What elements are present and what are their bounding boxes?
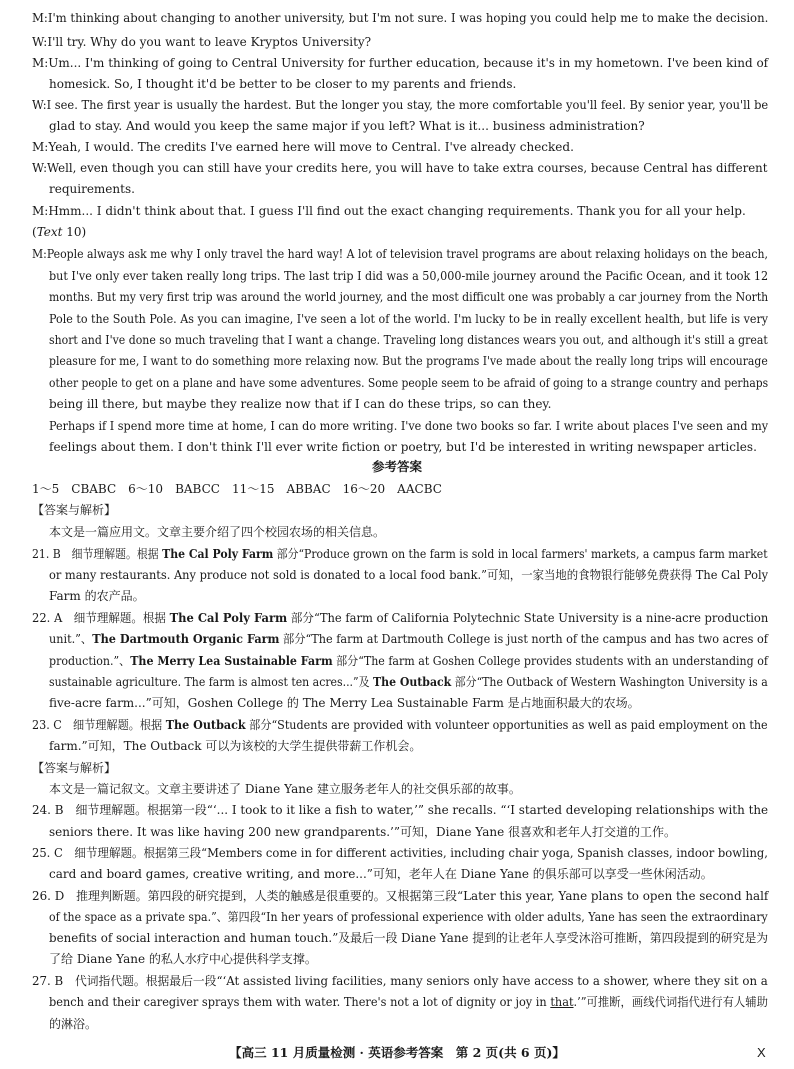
text-segment: 部分“The farm at Dartmouth College is just north of the campus and has two acres of — [279, 632, 768, 646]
text-line-43 — [49, 909, 768, 925]
text-line-27 — [49, 567, 768, 583]
text-line-13 — [49, 268, 768, 284]
text-line-26 — [32, 546, 768, 562]
text-line-39 — [49, 824, 676, 840]
text-segment: M:Yeah, I would. The credits I've earned here will move to Central. I've already checked. — [32, 140, 574, 154]
text-segment: The Dartmouth Organic Farm — [92, 632, 280, 646]
text-segment: 本文是一篇记叙文。文章主要讲述了 Diane Yane 建立服务老年人的社交俱乐部的故事。 — [49, 782, 521, 796]
text-segment: Perhaps if I spend more time at home, I can do more writing. I've done two books so far. I write about places I've seen and my — [49, 419, 769, 433]
text-segment: farm.”可知，The Outback 可以为该校的大学生提供带薪工作机会。 — [49, 739, 422, 753]
text-segment: 23. C 细节理解题。根据 — [32, 718, 166, 732]
text-segment: months. But my very first trip was around the world journey, and the most difficult one was probably a car journey from the North — [49, 290, 769, 304]
text-line-38 — [32, 802, 768, 818]
text-line-29 — [32, 610, 768, 626]
text-segment: 【答案与解析】 — [32, 761, 117, 775]
text-segment: 参考答案 — [371, 459, 422, 474]
text-segment: 27. B 代词指代题。根据最后一段“‘At assisted living facilities, many seniors only have access to a shower, where they sit on a — [32, 974, 768, 988]
text-segment: The Outback — [165, 718, 246, 732]
text-line-16 — [49, 332, 768, 348]
text-line-1 — [32, 10, 768, 26]
text-line-4 — [49, 76, 516, 92]
text-segment: 部分“The farm of California Polytechnic State University is a nine-acre production — [287, 611, 769, 625]
text-segment: W:Well, even though you can still have your credits here, you will have to take extra courses, because Central has different — [32, 161, 768, 175]
text-segment: M:I'm thinking about changing to another university, but I'm not sure. I was hoping you could help me to make the decision. — [32, 11, 769, 25]
text-segment: but I've only ever taken really long trips. The last trip I did was a 50,000-mile journey around the Pacific Ocean, and it took 12 — [49, 269, 769, 283]
text-line-48 — [49, 1016, 97, 1032]
text-segment: short and I've done so much traveling that I want a change. Traveling long distances wears you out, and although it's still a great — [49, 333, 768, 347]
text-segment: The Cal Poly Farm — [169, 611, 288, 625]
text-segment: W:I'll try. Why do you want to leave Kryptos University? — [32, 35, 372, 49]
text-segment: 25. C 细节理解题。根据第三段“Members come in for different activities, including chair yoga, Spanish classes, indoor bowling, — [32, 846, 768, 860]
text-segment: 部分“Produce grown on the farm is sold in local farmers' markets, a campus farm market — [273, 547, 768, 561]
text-line-21 — [49, 439, 757, 455]
text-segment: being ill there, but maybe they realize now that if I can do these trips, so can they. — [49, 397, 552, 411]
text-segment: 21. B 细节理解题。根据 — [32, 547, 163, 561]
text-segment: glad to stay. And would you keep the same major if you left? What is it... business administration? — [49, 119, 645, 133]
text-segment: other people to get on a plane and have some adventures. Some people seem to be afraid of going to a strange country and perhaps — [49, 376, 769, 390]
text-segment: 26. D 推理判断题。第四段的研究提到，人类的触感是很重要的。又根据第三段“Later this year, Yane plans to open the second half — [32, 889, 769, 903]
text-segment: W:I see. The first year is usually the hardest. But the longer you stay, the more comfortable you'll feel. By senior year, you'll be — [32, 98, 769, 112]
text-line-6 — [49, 118, 645, 134]
text-line-30 — [49, 631, 768, 647]
text-line-9 — [49, 181, 135, 197]
text-segment: The Cal Poly Farm — [162, 547, 274, 561]
text-segment: .’”可推断，画线代词指代进行有人辅助 — [573, 995, 768, 1009]
text-line-46 — [32, 973, 768, 989]
text-segment: M:Hmm... I didn't think about that. I guess I'll find out the exact changing requirements. Thank you for all your help. — [32, 204, 746, 218]
text-line-40 — [32, 845, 768, 861]
text-segment: ( — [32, 225, 37, 239]
text-segment: 了给 Diane Yane 的私人水疗中心提供科学支撑。 — [49, 952, 317, 966]
text-line-47 — [49, 994, 768, 1010]
text-segment: Pole to the South Pole. As you can imagine, I've seen a lot of the world. I'm lucky to be in really excellent health, but life is very — [49, 312, 769, 326]
text-segment: The Outback — [372, 675, 452, 689]
text-segment: 24. B 细节理解题。根据第一段“‘... I took to it like a fish to water,’” she recalls. “‘I started developing relationships with the — [32, 803, 769, 817]
text-line-19 — [49, 396, 551, 412]
text-line-2 — [32, 34, 371, 50]
text-line-28 — [49, 588, 145, 604]
text-line-25 — [49, 524, 385, 540]
text-line-24 — [32, 502, 116, 518]
text-line-44 — [49, 930, 768, 946]
text-segment: unit.”、 — [49, 632, 93, 646]
text-segment: homesick. So, I thought it'd be better to be closer to my parents and friends. — [49, 77, 517, 91]
text-segment: 的淋浴。 — [49, 1017, 98, 1031]
text-segment: 部分“Students are provided with volunteer opportunities as well as paid employment on the — [245, 718, 768, 732]
text-line-34 — [32, 717, 768, 733]
text-line-11 — [32, 224, 86, 240]
text-line-8 — [32, 160, 767, 176]
text-segment: The Merry Lea Sustainable Farm — [130, 654, 333, 668]
text-line-37 — [49, 781, 521, 797]
text-segment: pleasure for me, I want to do something more relaxing now. But the programs I've made about the really long trips will encourage — [49, 354, 768, 368]
text-line-41 — [49, 866, 713, 882]
text-line-36 — [32, 760, 116, 776]
text-segment: seniors there. It was like having 200 new grandparents.’”可知，Diane Yane 很喜欢和老年人打交道的工作。 — [49, 825, 677, 839]
text-segment: 本文是一篇应用文。文章主要介绍了四个校园农场的相关信息。 — [49, 525, 386, 539]
text-segment: 1～5 CBABC 6～10 BABCC 11～15 ABBAC 16～20 AACBC — [32, 482, 442, 496]
text-line-15 — [49, 311, 768, 327]
text-segment: requirements. — [49, 182, 135, 196]
version-mark: X — [757, 1045, 766, 1060]
text-segment: M:Um... I'm thinking of going to Central University for further education, because it's in my hometown. I've been kind of — [32, 56, 769, 70]
text-line-18 — [49, 375, 768, 391]
text-segment: feelings about them. I don't think I'll ever write fiction or poetry, but I'd be interested in writing newspaper articles. — [49, 440, 757, 454]
text-line-7 — [32, 139, 574, 155]
text-segment: of the space as a private spa.”、第四段“In her years of professional experience with older adults, Yane has seen the extraordinary — [49, 910, 768, 924]
text-line-3 — [32, 55, 768, 71]
text-segment: M:People always ask me why I only travel the hard way! A lot of television travel programs are about relaxing holidays on the beach, — [32, 247, 768, 261]
text-line-14 — [49, 289, 768, 305]
text-line-10 — [32, 203, 746, 219]
text-line-5 — [32, 97, 768, 113]
text-line-17 — [49, 353, 768, 369]
text-line-20 — [49, 418, 768, 434]
text-segment: bench and their caregiver sprays them with water. There's not a lot of dignity or joy in — [49, 995, 551, 1009]
text-line-12 — [32, 246, 768, 262]
text-segment: 部分“The farm at Goshen College provides students with an understanding of — [332, 654, 768, 668]
page-footer: 【高三 11 月质量检测 · 英语参考答案 第 2 页(共 6 页)】 — [229, 1045, 565, 1060]
text-segment: 部分“The Outback of Western Washington University is a — [451, 675, 768, 689]
text-segment: production.”、 — [49, 654, 131, 668]
text-line-32 — [49, 674, 768, 690]
text-segment: or many restaurants. Any produce not sold is donated to a local food bank.”可知，一家当地的食物银行能够免费获得 The Cal Poly — [49, 568, 769, 582]
text-line-42 — [32, 888, 768, 904]
text-segment: sustainable agriculture. The farm is almost ten acres...”及 — [49, 675, 373, 689]
text-segment: that — [550, 995, 574, 1009]
text-segment: card and board games, creative writing, and more...”可知，老年人在 Diane Yane 的俱乐部可以享受一些休闲活动。 — [49, 867, 713, 881]
text-segment: 10) — [62, 225, 87, 239]
text-segment: benefits of social interaction and human touch.”及最后一段 Diane Yane 提到的让老年人享受沐浴可推断，第四段提到的研究是为 — [49, 931, 769, 945]
text-line-31 — [49, 653, 768, 669]
text-segment: 【答案与解析】 — [32, 503, 117, 517]
text-line-35 — [49, 738, 421, 754]
text-segment: 22. A 细节理解题。根据 — [32, 611, 170, 625]
text-segment: five-acre farm...”可知，Goshen College 的 The Merry Lea Sustainable Farm 是占地面积最大的农场。 — [49, 696, 640, 710]
text-segment: Farm 的农产品。 — [49, 589, 145, 603]
text-line-33 — [49, 695, 640, 711]
text-line-23 — [32, 481, 442, 497]
text-line-45 — [49, 951, 317, 967]
section-title — [0, 459, 794, 475]
text-segment: Text — [36, 225, 63, 239]
